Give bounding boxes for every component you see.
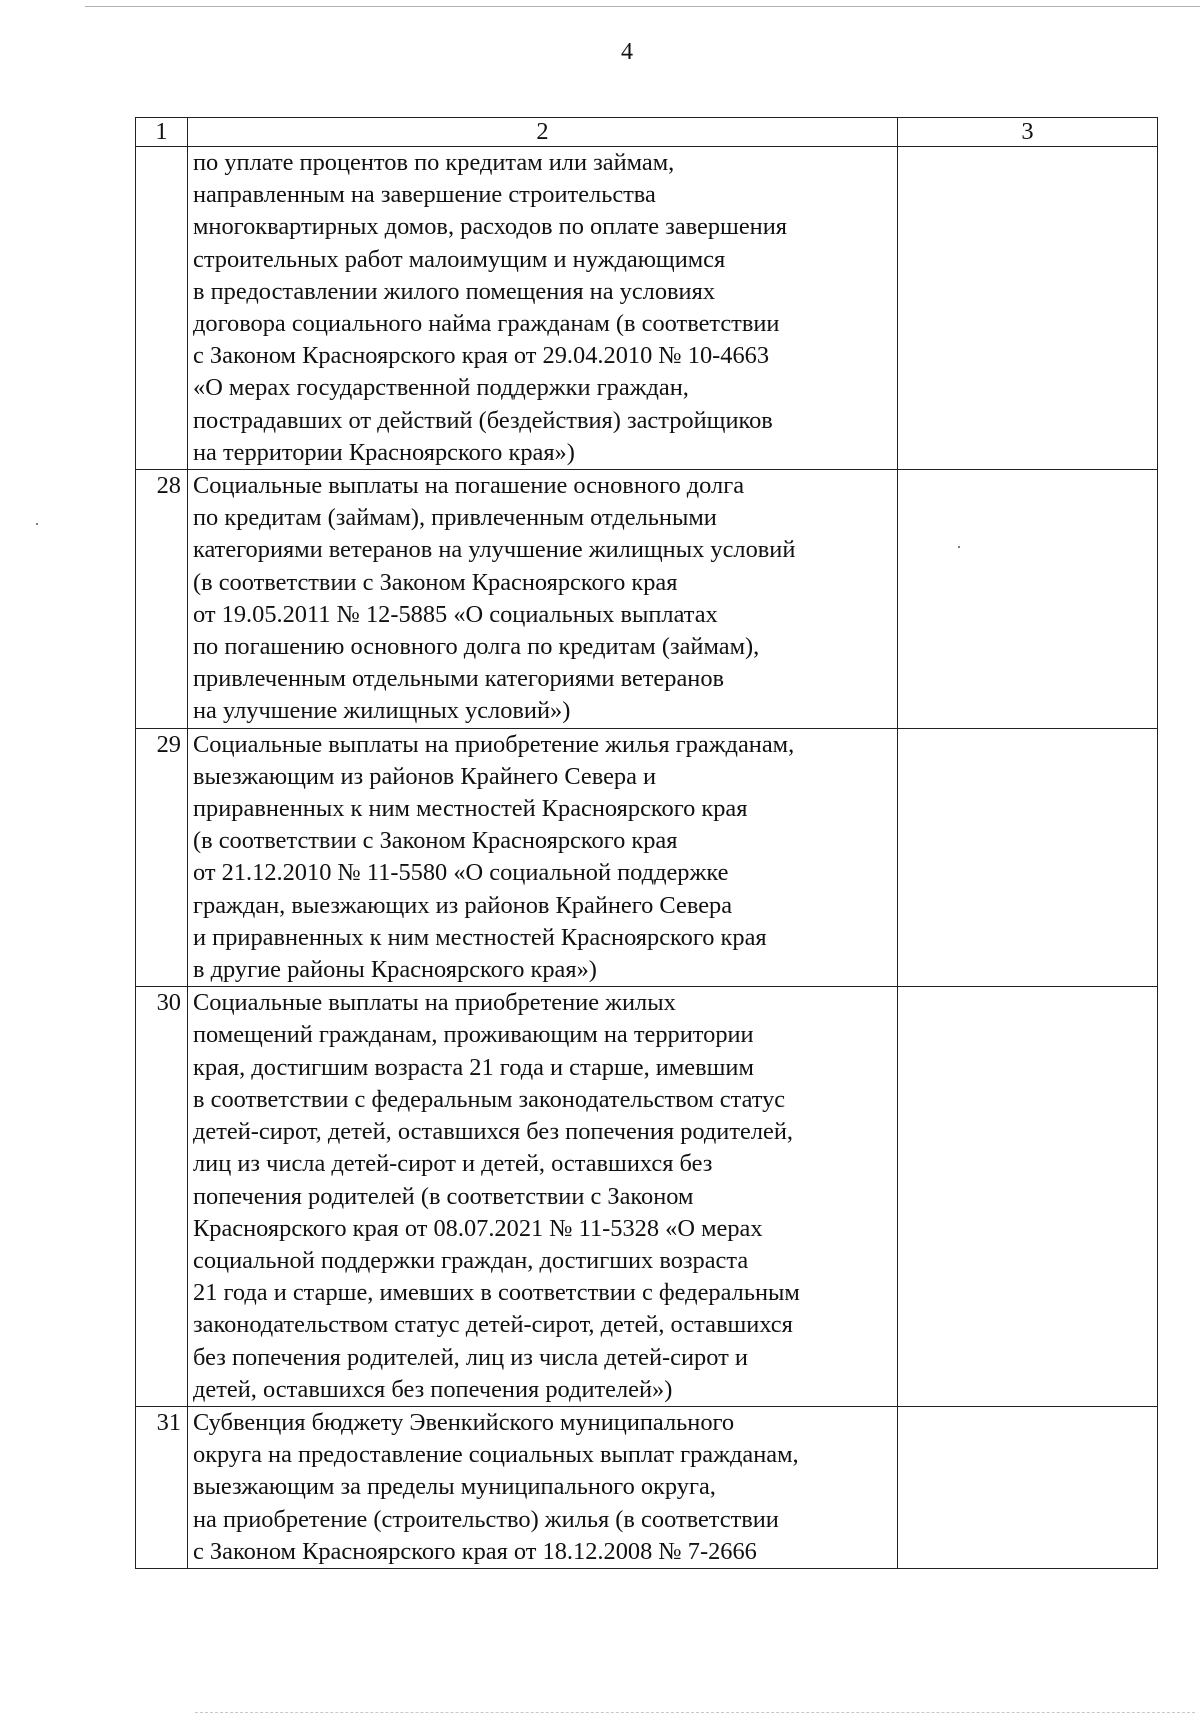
row-description-cell: [188, 147, 898, 470]
table-row: [136, 147, 1158, 470]
description-line: направленным на завершение строительства: [193, 181, 656, 209]
description-line: на улучшение жилищных условий»): [193, 697, 571, 725]
description-line: законодательством статус детей-сирот, детей, оставшихся: [193, 1311, 793, 1339]
description-line: на приобретение (строительство) жилья (в соответствии: [193, 1505, 779, 1533]
description-line: Субвенция бюджету Эвенкийского муниципального: [193, 1408, 735, 1436]
row-column3-cell: [898, 987, 1158, 1407]
table-body: [136, 118, 1158, 1569]
row-column3-cell: [898, 147, 1158, 470]
row-column3-cell: [898, 1406, 1158, 1568]
description-line: округа на предоставление социальных выплат гражданам,: [193, 1441, 799, 1469]
description-line: (в соответствии с Законом Красноярского края: [193, 827, 678, 855]
description-line: граждан, выезжающих из районов Крайнего Севера: [193, 891, 733, 919]
row-number-cell: 29: [136, 728, 188, 987]
description-line: и приравненных к ним местностей Красноярского края: [193, 923, 767, 951]
page-number: 4: [621, 39, 633, 65]
description-line: с Законом Красноярского края от 29.04.2010 № 10-4663: [193, 342, 770, 370]
description-line: в предоставлении жилого помещения на условиях: [193, 277, 716, 305]
description-line: от 21.12.2010 № 11-5580 «О социальной поддержке: [193, 859, 729, 887]
description-line: многоквартирных домов, расходов по оплате завершения: [193, 213, 787, 241]
description-line: Социальные выплаты на приобретение жилья гражданам,: [193, 730, 795, 758]
scan-bottom-edge-line: [195, 1712, 1195, 1713]
row-number-cell: 31: [136, 1406, 188, 1568]
description-line: выезжающим из районов Крайнего Севера и: [193, 762, 657, 790]
row-number-cell: [136, 147, 188, 470]
scan-speck: [958, 546, 960, 548]
row-description-cell: [188, 987, 898, 1407]
column-header-3: 3: [898, 118, 1158, 147]
table-row: [136, 987, 1158, 1407]
table-row: [136, 470, 1158, 729]
column-header-2: 2: [188, 118, 898, 147]
description-line: края, достигшим возраста 21 года и старше, имевшим: [193, 1053, 754, 1081]
scan-speck: [36, 523, 38, 525]
table-header-row: [136, 118, 1158, 147]
scan-top-edge-line: [85, 6, 1200, 7]
description-line: от 19.05.2011 № 12-5885 «О социальных выплатах: [193, 600, 718, 628]
description-line: по кредитам (займам), привлеченным отдельными: [193, 504, 717, 532]
description-line: строительных работ малоимущим и нуждающимся: [193, 245, 726, 273]
description-line: Социальные выплаты на погашение основного долга: [193, 472, 745, 500]
table-row: [136, 728, 1158, 987]
description-line: Красноярского края от 08.07.2021 № 11-5328 «О мерах: [193, 1214, 763, 1242]
row-column3-cell: [898, 728, 1158, 987]
table-row: [136, 1406, 1158, 1568]
description-line: детей-сирот, детей, оставшихся без попечения родителей,: [193, 1118, 793, 1146]
expenditure-table: [135, 117, 1158, 1569]
description-line: выезжающим за пределы муниципального округа,: [193, 1473, 716, 1501]
description-line: на территории Красноярского края»): [193, 438, 575, 466]
row-number-cell: 28: [136, 470, 188, 729]
description-line: 21 года и старше, имевших в соответствии с федеральным: [193, 1279, 800, 1307]
description-line: по погашению основного долга по кредитам (займам),: [193, 633, 760, 661]
description-line: пострадавших от действий (бездействия) застройщиков: [193, 406, 773, 434]
description-line: Социальные выплаты на приобретение жилых: [193, 989, 676, 1017]
description-line: лиц из числа детей-сирот и детей, оставшихся без: [193, 1150, 713, 1178]
description-line: попечения родителей (в соответствии с Законом: [193, 1182, 694, 1210]
description-line: «О мерах государственной поддержки граждан,: [193, 374, 689, 402]
description-line: без попечения родителей, лиц из числа детей-сирот и: [193, 1343, 748, 1371]
description-line: социальной поддержки граждан, достигших возраста: [193, 1246, 749, 1274]
description-line: помещений гражданам, проживающим на территории: [193, 1021, 754, 1049]
description-line: по уплате процентов по кредитам или займам,: [193, 149, 675, 176]
description-line: детей, оставшихся без попечения родителей»): [193, 1375, 673, 1403]
description-line: привлеченным отдельными категориями ветеранов: [193, 665, 725, 693]
description-line: приравненных к ним местностей Красноярского края: [193, 795, 748, 823]
row-description-cell: [188, 728, 898, 987]
description-line: в другие районы Красноярского края»): [193, 956, 597, 984]
column-header-1: 1: [136, 118, 188, 147]
description-line: договора социального найма гражданам (в соответствии: [193, 310, 780, 338]
description-line: в соответствии с федеральным законодательством статус: [193, 1085, 786, 1113]
row-description-cell: [188, 1406, 898, 1568]
description-line: с Законом Красноярского края от 18.12.2008 № 7-2666: [193, 1537, 757, 1565]
row-number-cell: 30: [136, 987, 188, 1407]
row-description-cell: [188, 470, 898, 729]
row-column3-cell: [898, 470, 1158, 729]
description-line: (в соответствии с Законом Красноярского края: [193, 568, 678, 596]
description-line: категориями ветеранов на улучшение жилищных условий: [193, 536, 796, 564]
